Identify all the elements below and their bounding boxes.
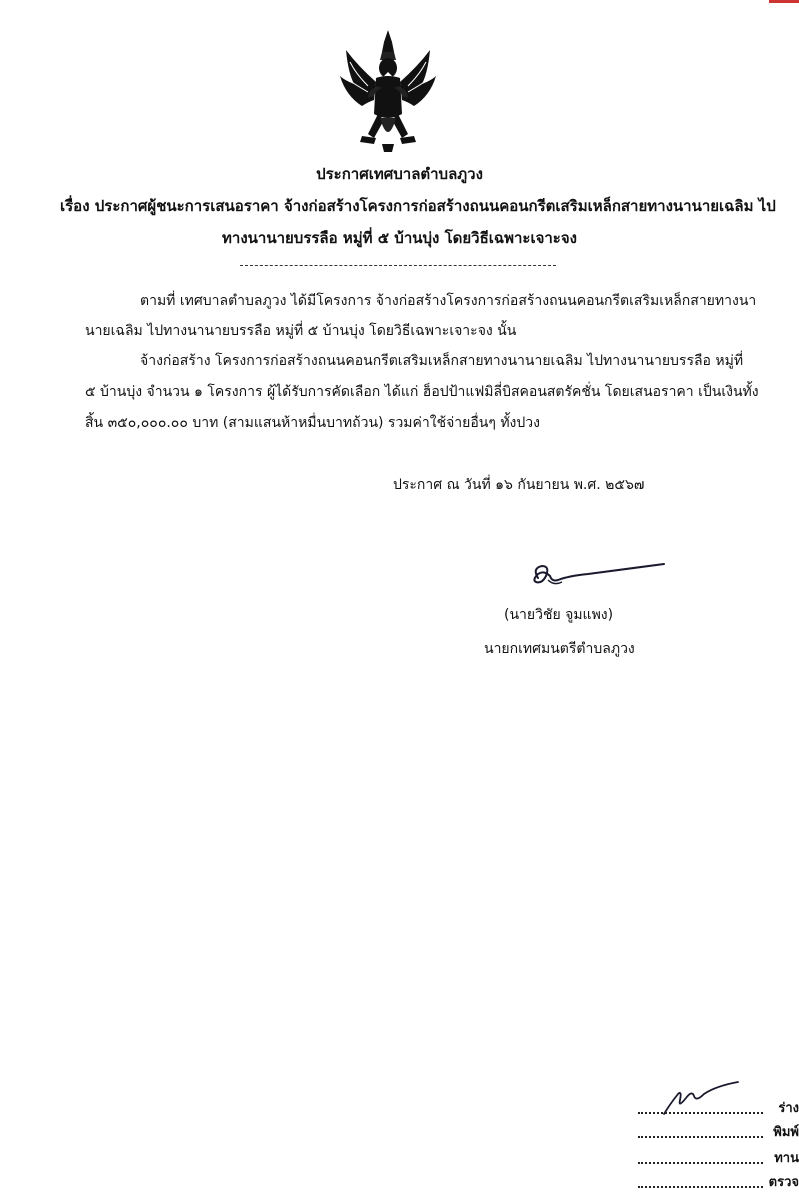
paragraph-2-line-2: ๕ บ้านบุ่ง จำนวน ๑ โครงการ ผู้ได้รับการคัดเลือก ได้แก่ ฮ็อปป้าแฟมิลี่บิสคอนสตรัคชั่น โดยเสนอราคา เป็นเงินทั้ง [85, 384, 759, 400]
routing-dots [638, 1162, 763, 1164]
subject-line-2: ทางนานายบรรลือ หมู่ที่ ๕ บ้านบุ่ง โดยวิธีเฉพาะเจาะจง [222, 229, 577, 247]
routing-typed-label: พิมพ์ [773, 1125, 799, 1140]
paragraph-2-line-3: สิ้น ๓๕๐,๐๐๐.๐๐ บาท (สามแสนห้าหมื่นบาทถ้วน) รวมค่าใช้จ่ายอื่นๆ ทั้งปวง [85, 415, 540, 431]
paragraph-1-line-1: ตามที่ เทศบาลตำบลภูวง ได้มีโครงการ จ้างก่อสร้างโครงการก่อสร้างถนนคอนกรีตเสริมเหล็กสายทางนา [140, 293, 757, 309]
routing-typed-row [634, 1122, 799, 1144]
subject-line-1: เรื่อง ประกาศผู้ชนะการเสนอราคา จ้างก่อสร้างโครงการก่อสร้างถนนคอนกรีตเสริมเหล็กสายทางนานายเฉลิม ไป [60, 197, 776, 215]
announcement-date: ประกาศ ณ วันที่ ๑๖ กันยายน พ.ศ. ๒๕๖๗ [393, 477, 645, 493]
garuda-emblem-icon [338, 26, 438, 156]
signatory-name: (นายวิชัย จูมแพง) [504, 607, 614, 623]
routing-checked-label: ตรวจ [768, 1175, 799, 1190]
separator-rule [240, 265, 556, 266]
routing-reviewed-label: ทาน [774, 1151, 799, 1166]
routing-dots [638, 1136, 763, 1138]
paragraph-1-line-2: นายเฉลิม ไปทางนานายบรรลือ หมู่ที่ ๕ บ้านบุ่ง โดยวิธีเฉพาะเจาะจง นั้น [85, 323, 517, 339]
corner-mark [769, 0, 799, 3]
routing-draft-label: ร่าง [778, 1101, 799, 1116]
routing-dots [638, 1112, 763, 1114]
paragraph-2-line-1: จ้างก่อสร้าง โครงการก่อสร้างถนนคอนกรีตเสริมเหล็กสายทางนานายเฉลิม ไปทางนานายบรรลือ หมู่ที่ [140, 353, 744, 369]
routing-checked-row [634, 1172, 799, 1194]
document-title: ประกาศเทศบาลตำบลภูวง [316, 165, 483, 183]
signatory-position: นายกเทศมนตรีตำบลภูวง [484, 641, 635, 657]
signature-icon [528, 560, 668, 596]
routing-reviewed-row [634, 1148, 799, 1170]
routing-dots [638, 1186, 763, 1188]
routing-draft-row [634, 1098, 799, 1120]
